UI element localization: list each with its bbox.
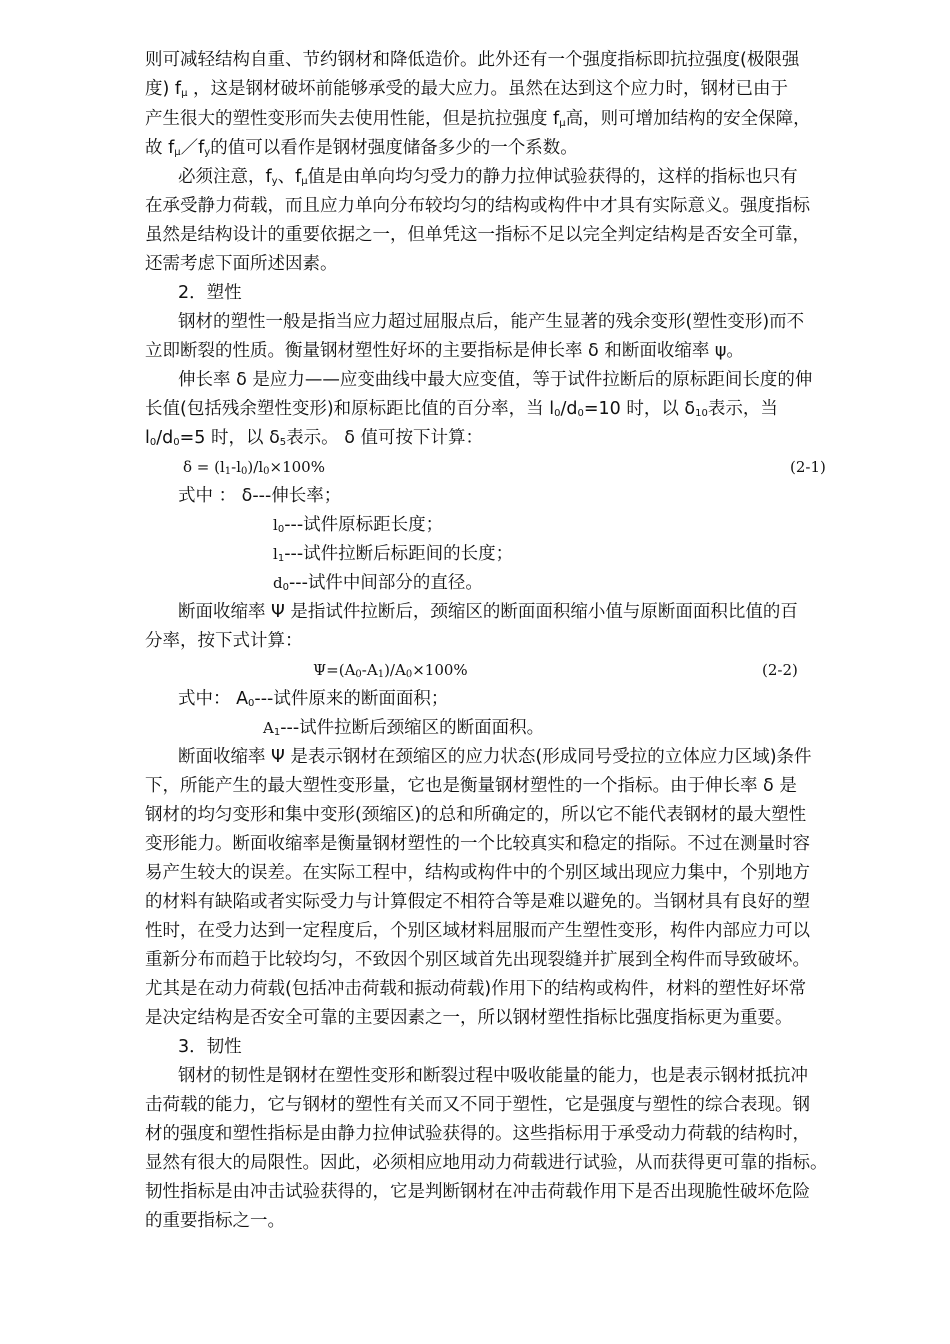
equation-number: (2-1): [790, 458, 826, 476]
text-line: 在承受静力荷载，而且应力单向分布较均匀的结构或构件中才具有实际意义。强度指标: [145, 196, 810, 216]
text-line: 断面收缩率 Ψ 是表示钢材在颈缩区的应力状态(形成同号受拉的立体应力区域)条件: [178, 747, 812, 767]
text-line: $l_0/d_0=5$ 时，以 $\delta_5$表示。 δ 值可按下计算：: [145, 428, 483, 448]
text-line: 的重要指标之一。: [145, 1211, 285, 1231]
text-line: 重新分布而趋于比较均匀，不致因个别区域首先出现裂缝并扩展到全构件而导致破坏。: [145, 950, 810, 970]
definition-line: 式中 ： δ---伸长率；: [178, 486, 342, 506]
definition-line: $d_0---$试件中间部分的直径。: [273, 573, 483, 593]
equation-reduction-of-area: $\Psi=(A_0-A_1)/A_0\times 100\%$: [313, 661, 468, 680]
text-line: 断面收缩率 Ψ 是指试件拉断后，颈缩区的断面面积缩小值与原断面面积比值的百: [178, 602, 798, 622]
text-line: 下，所能产生的最大塑性变形量，它也是衡量钢材塑性的一个指标。由于伸长率 δ 是: [145, 776, 797, 796]
text-line: 易产生较大的误差。在实际工程中，结构或构件中的个别区域出现应力集中，个别地方: [145, 863, 810, 883]
text-line: 产生很大的塑性变形而失去使用性能，但是抗拉强度 $f_\mu$高，则可增加结构的安全保障，: [145, 109, 811, 129]
text-line: 韧性指标是由冲击试验获得的，它是判断钢材在冲击荷载作用下是否出现脆性破坏危险: [145, 1182, 810, 1202]
text-line: 尤其是在动力荷载(包括冲击荷载和振动荷载)作用下的结构或构件，材料的塑性好坏常: [145, 979, 807, 999]
text-line: 是决定结构是否安全可靠的主要因素之一，所以钢材塑性指标比强度指标更为重要。: [145, 1008, 793, 1028]
definition-line: $l_1---$试件拉断后标距间的长度；: [273, 544, 514, 564]
text-line: 显然有很大的局限性。因此，必须相应地用动力荷载进行试验，从而获得更可靠的指标。: [145, 1153, 828, 1173]
text-line: 虽然是结构设计的重要依据之一，但单凭这一指标不足以完全判定结构是否安全可靠，: [145, 225, 810, 245]
text-line: 钢材的均匀变形和集中变形(颈缩区)的总和所确定的，所以它不能代表钢材的最大塑性: [145, 805, 807, 825]
definition-line: $A_1---$试件拉断后颈缩区的断面面积。: [263, 718, 545, 738]
text-line: 立即断裂的性质。衡量钢材塑性好坏的主要指标是伸长率 δ 和断面收缩率 ψ。: [145, 341, 744, 361]
section-heading-plasticity: 2．塑性: [178, 283, 242, 303]
text-line: 击荷载的能力，它与钢材的塑性有关而又不同于塑性，它是强度与塑性的综合表现。钢: [145, 1095, 810, 1115]
text-line: 分率，按下式计算：: [145, 631, 303, 651]
text-line: 伸长率 δ 是应力——应变曲线中最大应变值，等于试件拉断后的原标距间长度的伸: [178, 370, 813, 390]
text-line: 材的强度和塑性指标是由静力拉伸试验获得的。这些指标用于承受动力荷载的结构时，: [145, 1124, 810, 1144]
text-line: 钢材的韧性是钢材在塑性变形和断裂过程中吸收能量的能力，也是表示钢材抵抗冲: [178, 1066, 808, 1086]
definition-line: 式中： $A_0---$试件原来的断面面积；: [178, 689, 449, 709]
definition-line: $l_0---$试件原标距长度；: [273, 515, 444, 535]
equation-number: (2-2): [762, 661, 798, 679]
text-line: 钢材的塑性一般是指当应力超过屈服点后，能产生显著的残余变形(塑性变形)而不: [178, 312, 805, 332]
equation-elongation: $\delta = (l_1-l_0)/l_0\times 100\%$: [183, 458, 325, 477]
text-line: 度) $f_\mu$ ，这是钢材破坏前能够承受的最大应力。虽然在达到这个应力时，钢材已由于: [145, 79, 788, 99]
text-line: 必须注意，$f_y$、$f_\mu$值是由单向均匀受力的静力拉伸试验获得的，这样的指标也只有: [178, 167, 798, 187]
text-line: 还需考虑下面所述因素。: [145, 254, 338, 274]
text-line: 变形能力。断面收缩率是衡量钢材塑性的一个比较真实和稳定的指际。不过在测量时容: [145, 834, 810, 854]
section-heading-toughness: 3．韧性: [178, 1037, 242, 1057]
text-line: 性时，在受力达到一定程度后，个别区域材料屈服而产生塑性变形，构件内部应力可以: [145, 921, 810, 941]
text-line: 则可减轻结构自重、节约钢材和降低造价。此外还有一个强度指标即抗拉强度(极限强: [145, 50, 800, 70]
text-line: 长值(包括残余塑性变形)和原标距比值的百分率，当 $l_0/d_0=10$ 时，以 $\delta_{10}$表示，当: [145, 399, 778, 419]
text-line: 的材料有缺陷或者实际受力与计算假定不相符合等是难以避免的。当钢材具有良好的塑: [145, 892, 810, 912]
text-line: 故 $f_\mu/f_y$的值可以看作是钢材强度储备多少的一个系数。: [145, 138, 578, 158]
